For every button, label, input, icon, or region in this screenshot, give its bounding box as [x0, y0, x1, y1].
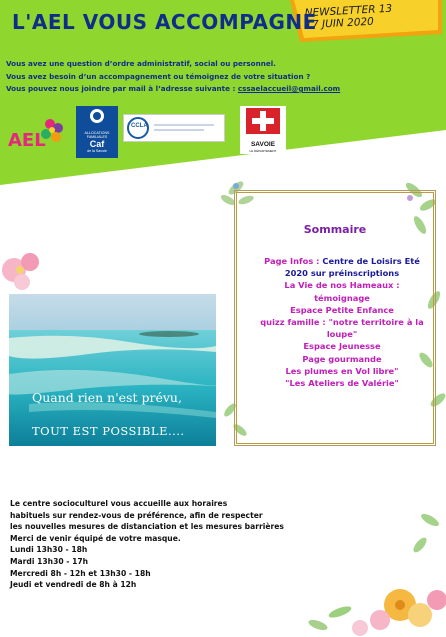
flower-cluster-bottom-icon [307, 589, 446, 636]
hours-line-2: habituels sur rendez-vous de préférence, afin de respecter [10, 510, 263, 520]
hours-monday: Lundi 13h30 - 18h [10, 545, 88, 555]
email-link[interactable]: cssaelaccueil@gmail.com [237, 84, 341, 93]
caf-line-4: de la Savoie [87, 149, 107, 153]
summary-list [258, 255, 426, 389]
newsletter-number: NEWSLETTER 13 [304, 2, 393, 20]
hours-tuesday: Mardi 13h30 - 17h [10, 556, 89, 566]
summary-item-quizz[interactable]: quizz famille : "notre territoire à la loupe" [260, 317, 424, 340]
page-title: L'AEL VOUS ACCOMPAGNE [12, 10, 317, 34]
summary-item-infos-label: Page Infos : [264, 256, 323, 266]
summary-item-jeunesse[interactable]: Espace Jeunesse [303, 341, 381, 352]
hours-line-1: Le centre socioculturel vous accueille aux horaires [10, 499, 228, 508]
photo-caption-2: TOUT EST POSSIBLE.... [32, 424, 185, 438]
intro-line-2: Vous avez besoin d’un accompagnement ou témoignez de votre situation ? [6, 71, 311, 81]
hours-line-4: Merci de venir équipé de votre masque. [10, 533, 181, 543]
intro-line-1: Vous avez une question d’ordre administratif, social ou personnel. [6, 59, 276, 68]
summary-item-infos[interactable] [258, 255, 426, 279]
caf-line-3: Caf [89, 139, 105, 149]
ccla-text: CCLA [131, 123, 148, 129]
caf-line-2: FAMILIALES [86, 135, 108, 139]
opening-hours [10, 498, 350, 591]
savoie-subtext: LE DÉPARTEMENT [249, 149, 277, 153]
newsletter-date: 17 JUIN 2020 [305, 15, 375, 32]
ael-logo-text: AEL [8, 130, 46, 151]
photo-caption-1: Quand rien n'est prévu, [32, 390, 182, 405]
hours-thursday-friday: Jeudi et vendredi de 8h à 12h [10, 580, 137, 590]
hours-line-3: les nouvelles mesures de distanciation et les mesures barrières [10, 522, 284, 532]
summary-item-hameaux[interactable]: La Vie de nos Hameaux : témoignage [284, 280, 400, 303]
savoie-text: SAVOIE [250, 141, 276, 148]
caf-line-1: ALLOCATIONS [84, 131, 110, 135]
hours-wednesday: Mercredi 8h - 12h et 13h30 - 18h [10, 568, 151, 578]
summary-item-centre-loisirs: Centre de Loisirs Eté 2020 sur préinscriptions [284, 256, 420, 279]
summary-item-ateliers[interactable]: "Les Ateliers de Valérie" [285, 378, 399, 389]
summary-item-gourmande[interactable]: Page gourmande [302, 353, 382, 364]
summary-item-petite-enfance[interactable]: Espace Petite Enfance [290, 304, 394, 315]
intro-line-3-text: Vous pouvez nous joindre par mail à l’adresse suivante : [6, 84, 238, 93]
summary-item-plumes[interactable]: Les plumes en Vol libre" [285, 365, 399, 376]
pink-flower-left-icon [2, 253, 39, 290]
summary-title: Sommaire [303, 223, 367, 236]
